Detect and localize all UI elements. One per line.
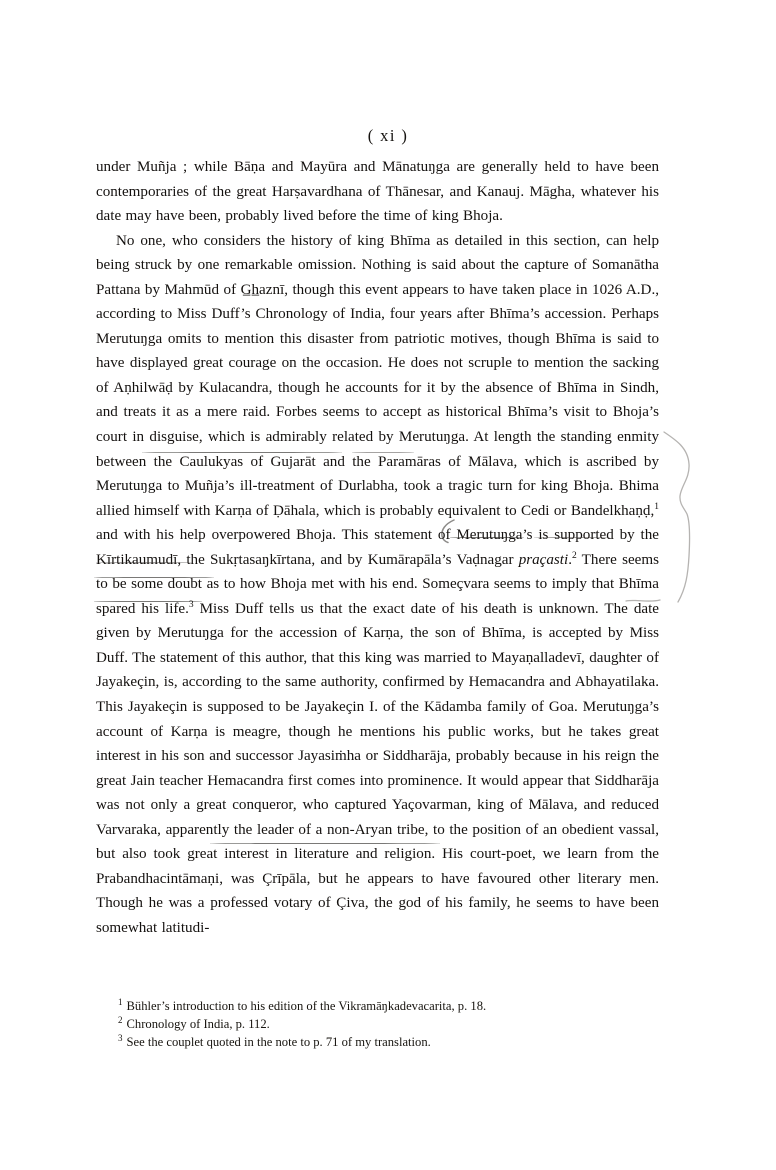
paragraph-bhima-seg-8: Miss Duff tells us that the exact date of his death is unknown. The date given by Merutuŋga for the accession of Karṇa, the son of Bhīma, is accepted by Miss Duff. The statement of this author, that this king was married to Mayaṇalladevī, daughter of Jayakeçin, is, according to the same authority, confirmed by Hemacandra and Abhayatilaka. This Jayakeçin is supposed to be Jayakeçin I. of the Kādamba family of Goa. Merutuŋga’s account of Karṇa is meagre, though he mentions his public works, but he takes great interest in his son and successor Jayasiṁha or Siddharāja, probably because in his reign the great Jain teacher Hemacandra first comes into prominence. It would appear that Siddharāja was not only a great conqueror, who captured Yaçovarman, king of Mālava, and reduced Varvaraka, apparently the leader of a non-Aryan tribe, to the position of an obedient vassal, but also took great interest in literature and religion. His court-poet, we learn from the Prabandhacintāmaṇi, was Çrīpāla, but he appears to have favoured other literary men. Though he was a professed votary of Çiva, the god of his family, he seems to have been somewhat latitudi- <box>96 600 660 936</box>
work-title-pracasti: praçasti <box>518 551 569 568</box>
footnote-2-marker: 2 <box>118 1015 123 1026</box>
footnote-ref-3[interactable]: 3 <box>188 599 194 610</box>
footnote-2-text: Chronology of India, p. 112. <box>126 1017 270 1032</box>
page-number-header: ( xi ) <box>367 126 409 145</box>
paragraph-munja-text: under Muñja ; while Bāṇa and Mayūra and Mānatuŋga are generally held to have been contemporaries of the great Harṣavardhana of Thānesar, and Kanauj. Māgha, whatever his date may have been, probably lived before the time of king Bhoja. <box>96 159 659 225</box>
margin-brace-right <box>662 428 720 610</box>
footnote-2 <box>118 1015 663 1033</box>
paragraph-bhima-seg-2: and with his help overpowered Bhoja. This statement of Merutuŋga’s is supported by the Kīrtikaumudī, the Sukṛtasaŋkīrtana, and by Kumārapāla’s Vaḍnagar <box>96 527 659 568</box>
paragraph-munja <box>96 155 659 229</box>
footnote-1-marker: 1 <box>118 996 123 1007</box>
footnote-3-marker: 3 <box>118 1033 123 1044</box>
body-text-column <box>96 155 659 941</box>
footnote-1-text: Bühler’s introduction to his edition of the Vikramāŋkadevacarita, p. 18. <box>126 999 487 1013</box>
footnote-ref-1[interactable]: 1 <box>654 501 659 512</box>
paragraph-bhima-seg-4: . <box>568 551 572 568</box>
footnote-1 <box>118 997 663 1015</box>
footnote-3 <box>118 1033 663 1051</box>
paragraph-bhima-seg-0: No one, who considers the history of king Bhīma as detailed in this section, can help being struck by one remarkable omission. Nothing is said about the capture of Somanātha Pattana by Mahmūd of G̲h̲aznī, though this event appears to have taken place in 1026 A.D., according to Miss Duff’s Chronology of India, four years after Bhīma’s accession. Perhaps Merutuŋga omits to mention this disaster from patriotic motives, though Bhīma is said to have displayed great courage on the occasion. He does not scruple to mention the sacking of Aṇhilwāḍ by Kulacandra, though he accounts for it by the absence of Bhīma in Sindh, and treats it as a mere raid. Forbes seems to accept as historical Bhīma’s visit to Bhoja’s court in disguise, which is admirably related by Merutuŋga. At length the standing enmity between the Caulukyas of Gujarāt and the Paramāras of Mālava, which is ascribed by Merutuŋga to Muñja’s ill-treatment of Durlabha, took a tragic turn for king Bhoja. Bhima allied himself with Karṇa of Ḍāhala, which is probably equivalent to Cedi or Bandelkhaṇḍ, <box>96 232 659 519</box>
footnote-3-text: See the couplet quoted in the note to p. 71 of my translation. <box>126 1035 431 1050</box>
paragraph-bhima-seg-6: There seems to be some doubt as to how Bhoja met with his end. Someçvara seems to imply that Bhīma spared his life. <box>96 551 659 617</box>
footnote-ref-2[interactable]: 2 <box>571 550 577 561</box>
paragraph-bhima <box>96 229 659 941</box>
footnote-block <box>118 997 663 1052</box>
